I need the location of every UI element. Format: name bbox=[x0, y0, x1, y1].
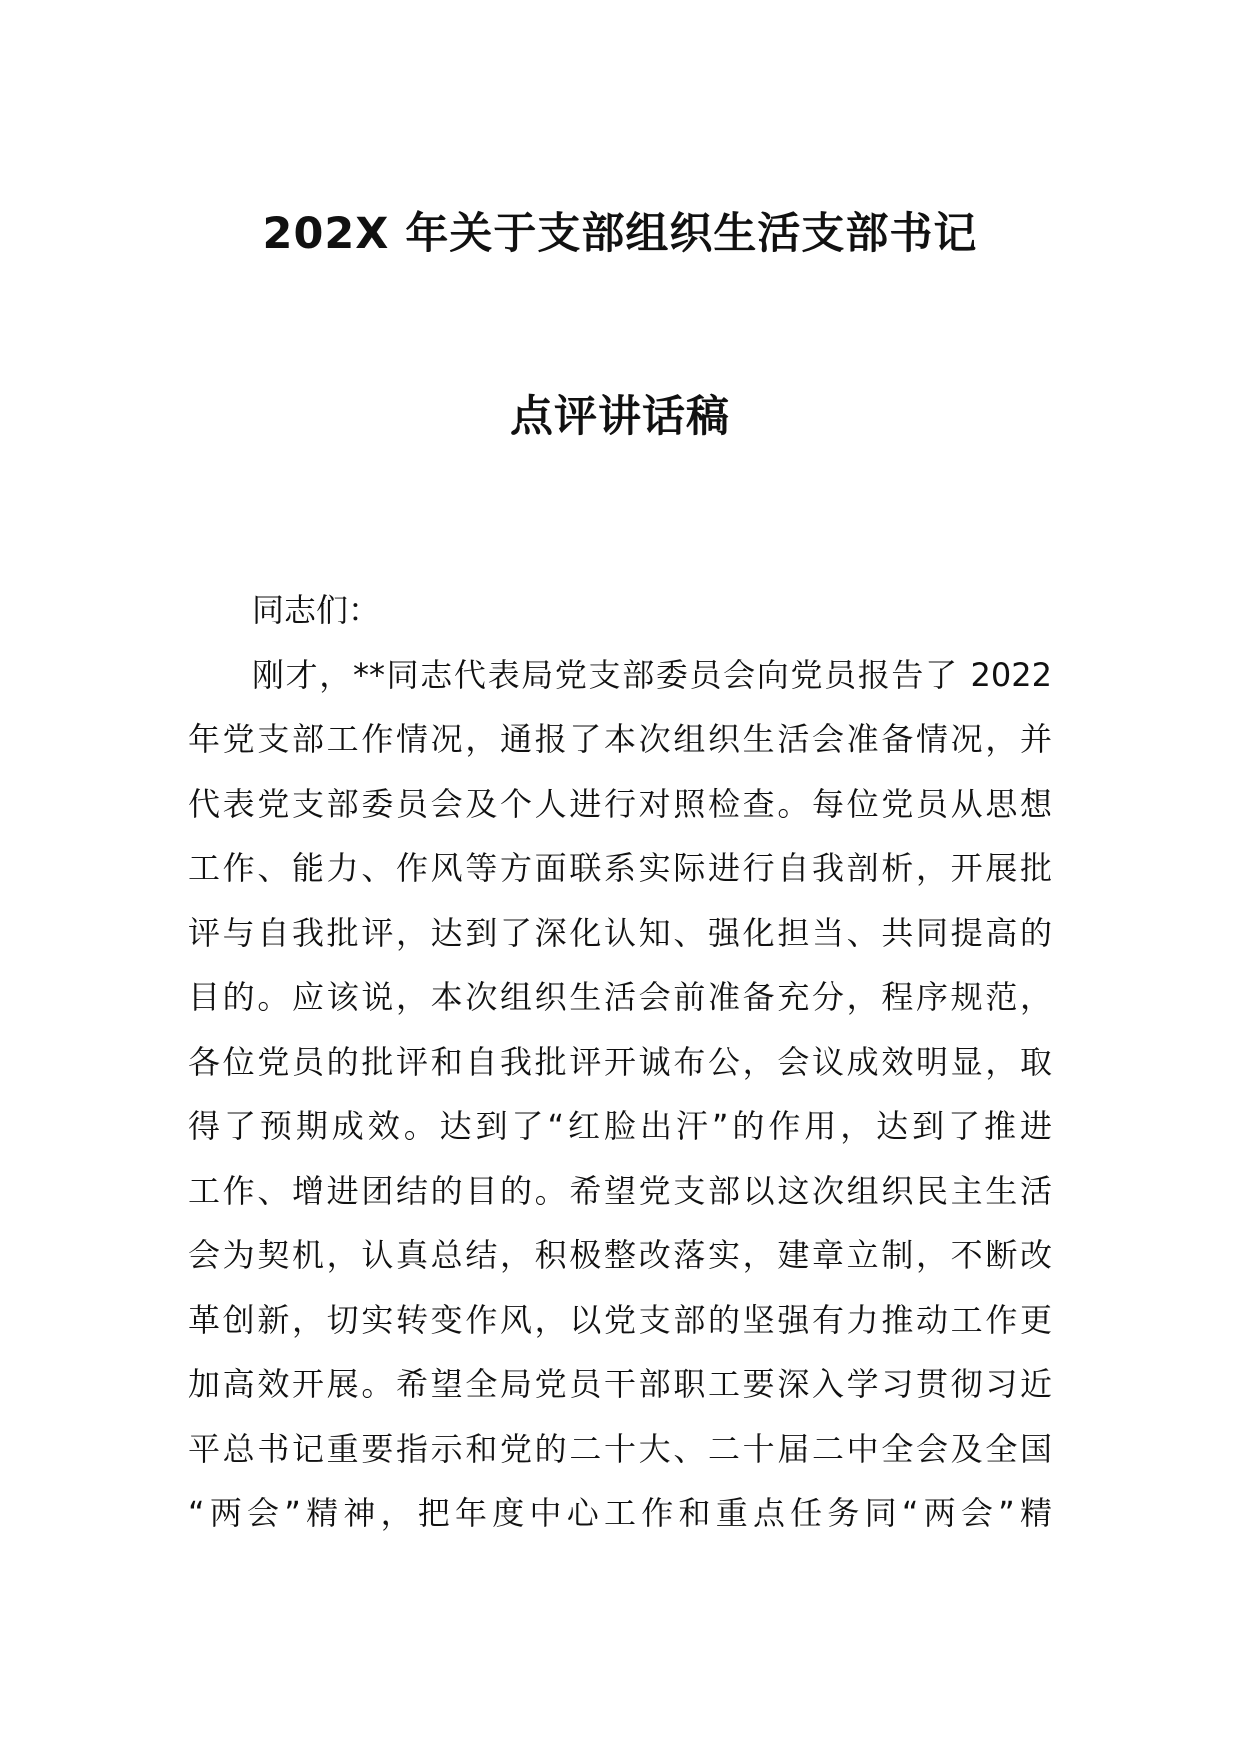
paragraph-line-10: 会为契机，认真总结，积极整改落实，建章立制，不断改 bbox=[188, 1236, 1052, 1274]
paragraph-line-14: “两会”精神，把年度中心工作和重点任务同“两会”精 bbox=[188, 1494, 1052, 1532]
paragraph-line-5: 评与自我批评，达到了深化认知、强化担当、共同提高的 bbox=[188, 913, 1052, 952]
paragraph-line-9: 工作、增进团结的目的。希望党支部以这次组织民主生活 bbox=[188, 1171, 1052, 1210]
salutation: 同志们： bbox=[252, 591, 381, 629]
paragraph-line-6: 目的。应该说，本次组织生活会前准备充分，程序规范， bbox=[188, 978, 1052, 1016]
paragraph-line-1: 刚才，**同志代表局党支部委员会向党员报告了 2022 bbox=[252, 655, 1052, 694]
paragraph-line-13: 平总书记重要指示和党的二十大、二十届二中全会及全国 bbox=[188, 1429, 1052, 1468]
paragraph-line-12: 加高效开展。希望全局党员干部职工要深入学习贯彻习近 bbox=[188, 1365, 1052, 1403]
document-body bbox=[188, 578, 1052, 1546]
paragraph-line-4: 工作、能力、作风等方面联系实际进行自我剖析，开展批 bbox=[188, 849, 1052, 887]
paragraph-line-2: 年党支部工作情况，通报了本次组织生活会准备情况，并 bbox=[188, 720, 1052, 758]
paragraph-line-3: 代表党支部委员会及个人进行对照检查。每位党员从思想 bbox=[188, 784, 1052, 823]
document-title-line-2: 点评讲话稿 bbox=[510, 392, 730, 442]
paragraph-line-8: 得了预期成效。达到了“红脸出汗”的作用，达到了推进 bbox=[188, 1107, 1052, 1145]
paragraph-line-11: 革创新，切实转变作风，以党支部的坚强有力推动工作更 bbox=[188, 1300, 1052, 1339]
paragraph-line-7: 各位党员的批评和自我批评开诚布公，会议成效明显，取 bbox=[188, 1042, 1052, 1081]
document-title-line-1: 202X 年关于支部组织生活支部书记 bbox=[262, 209, 978, 259]
